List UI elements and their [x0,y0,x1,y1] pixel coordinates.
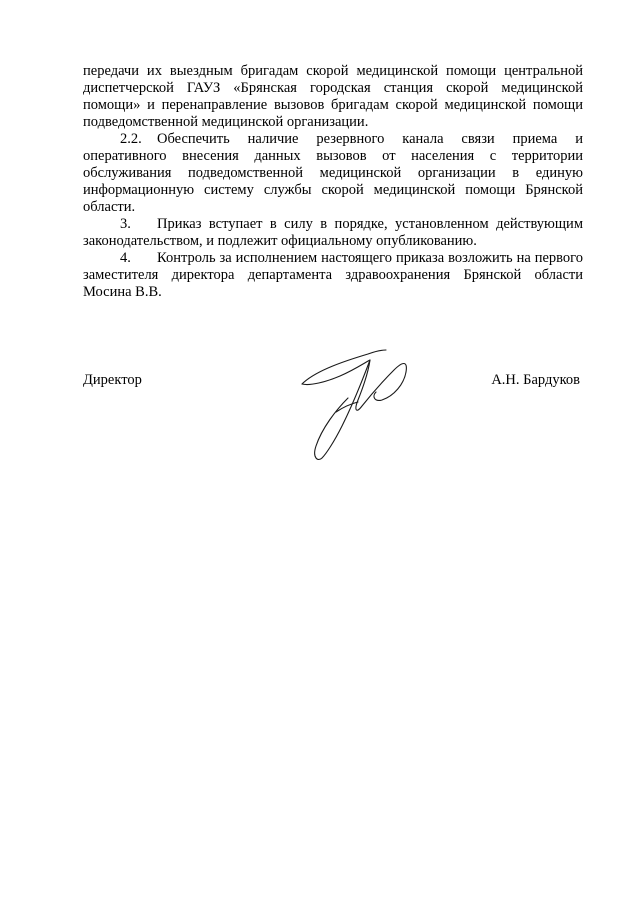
paragraph-text: Приказ вступает в силу в порядке, установленном действующим законодательством, и подлежит официальному опубликованию. [83,216,583,249]
paragraph-text: Контроль за исполнением настоящего приказа возложить на первого заместителя директора департамента здравоохранения Брянской области Мосина В.В. [83,250,583,300]
handwritten-signature [296,346,416,464]
paragraph-4 [83,250,583,301]
signatory-title: Директор [83,372,142,388]
document-body [83,63,583,301]
paragraph-number: 4. [120,250,131,266]
signatory-name: А.Н. Бардуков [491,372,580,388]
paragraph-number: 3. [120,216,131,232]
paragraph-2-2 [83,131,583,216]
paragraph-continuation [83,63,583,131]
paragraph-text: передачи их выездным бригадам скорой медицинской помощи центральной диспетчерской ГАУЗ «Брянская городская станция скорой медицинской помощи» и перенаправление вызовов бригадам скорой медицинской помощи подведомственной медицинской организации. [83,63,583,130]
paragraph-text: Обеспечить наличие резервного канала связи приема и оперативного внесения данных вызовов от населения с территории обслуживания подведомственной медицинской организации в единую информационную систему службы скорой медицинской помощи Брянской области. [83,131,583,215]
paragraph-3 [83,216,583,250]
paragraph-number: 2.2. [120,131,142,147]
